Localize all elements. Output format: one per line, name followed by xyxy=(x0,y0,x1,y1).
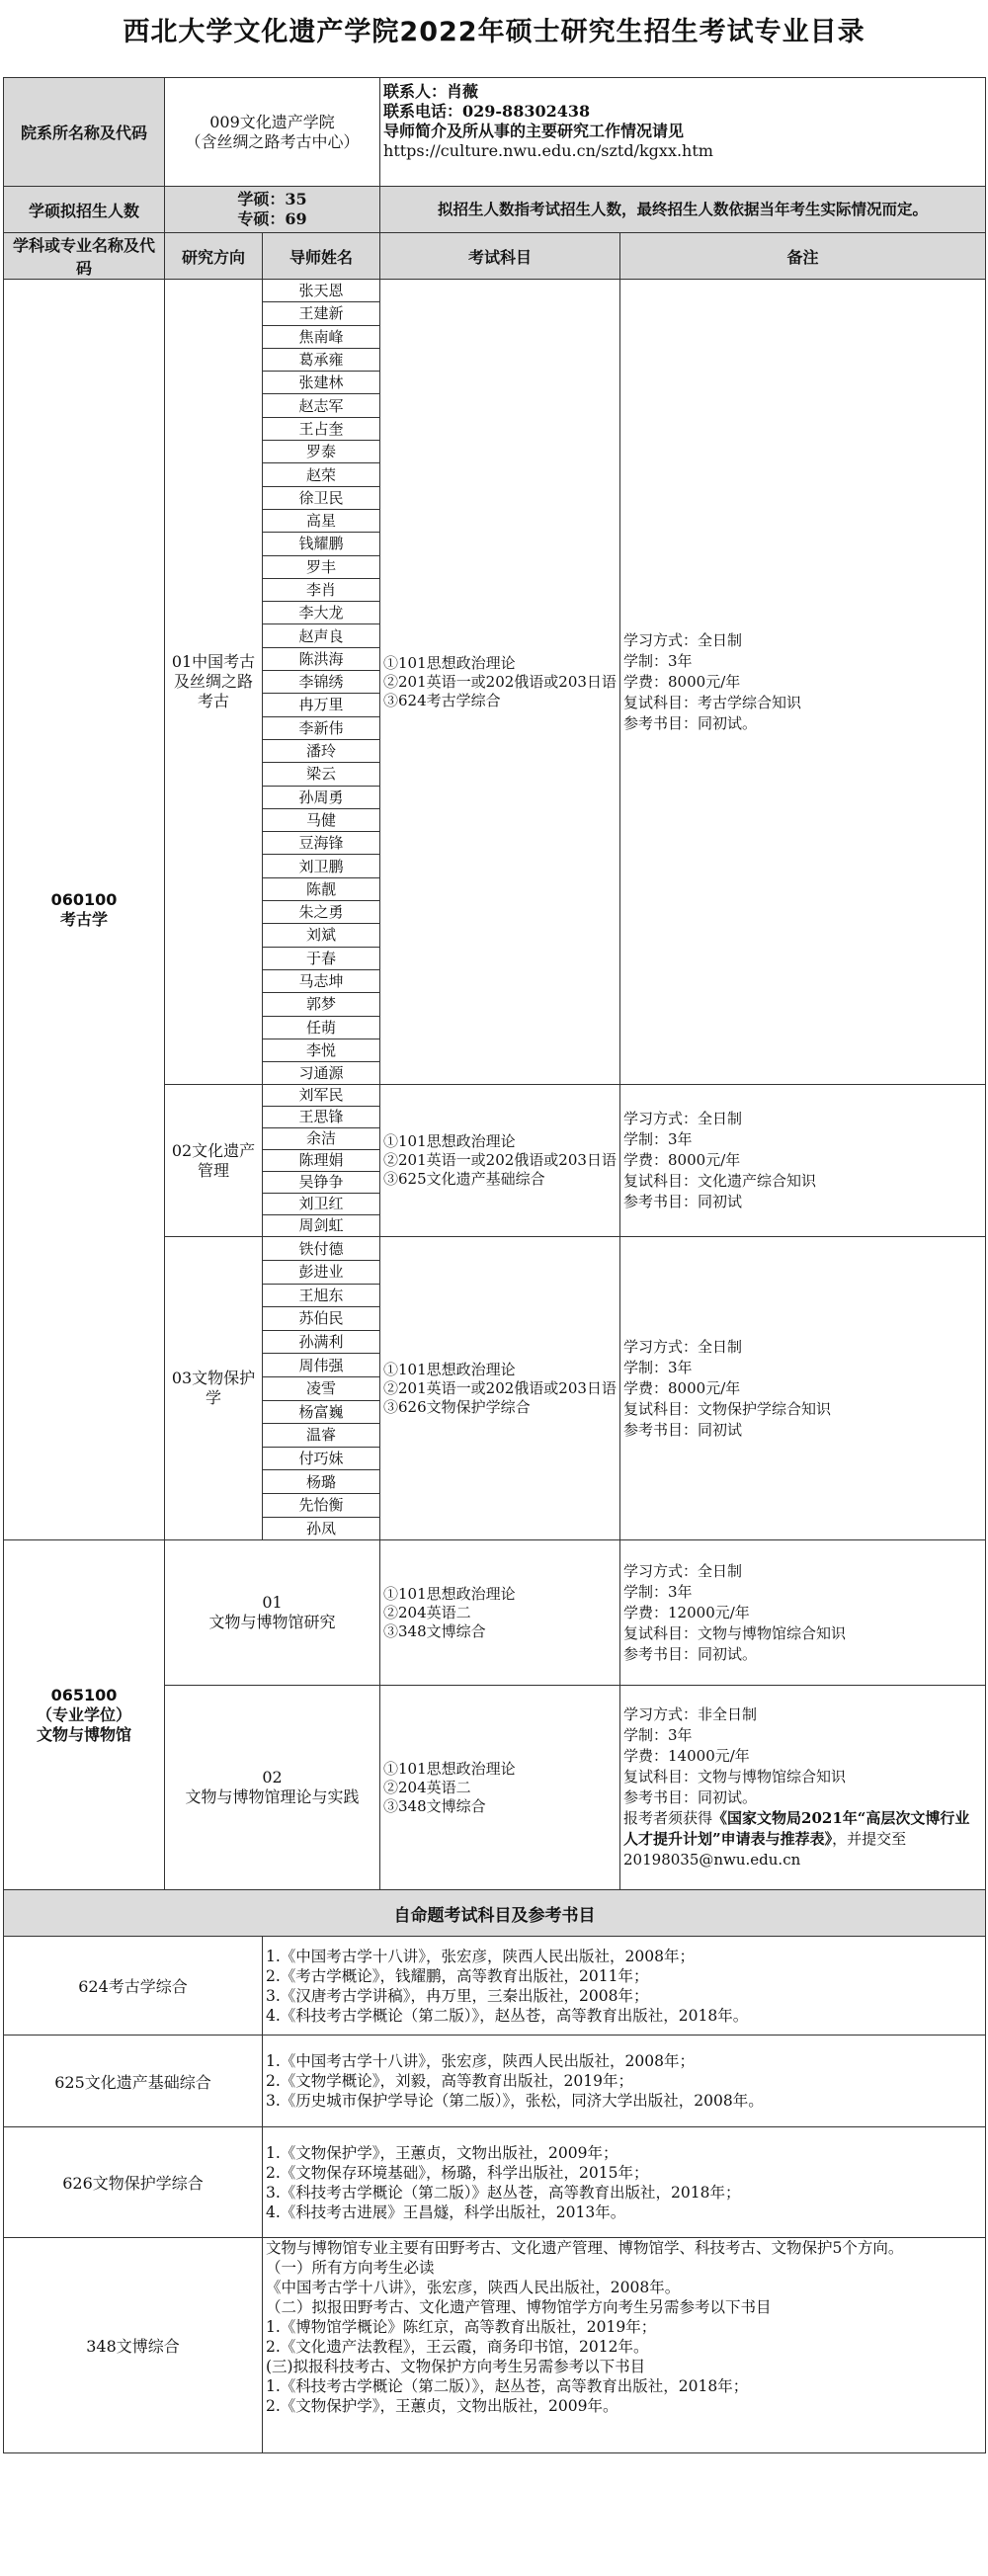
exam-cell xyxy=(380,280,620,1085)
quota-academic: 学硕：35 xyxy=(237,190,307,208)
program-name: 考古学 xyxy=(59,909,108,929)
tutor-name: 赵志军 xyxy=(263,394,380,417)
note-item: 学制：3年 xyxy=(623,1130,693,1149)
dept-name-cell xyxy=(165,78,380,187)
tutor-name: 余洁 xyxy=(263,1128,380,1150)
note-item: 学制：3年 xyxy=(623,1726,693,1745)
tutor-name: 李悦 xyxy=(263,1039,380,1061)
notes-cell xyxy=(620,1540,986,1686)
ref-item: 2.《文物保存环境基础》，杨璐，科学出版社，2015年； xyxy=(266,2163,649,2182)
subject-name: 626文物保护学综合 xyxy=(4,2127,263,2238)
ref-item: 3.《历史城市保护学导论（第二版）》，张松，同济大学出版社，2008年。 xyxy=(266,2092,764,2111)
exam-item: ②201英语一或202俄语或203日语 xyxy=(383,1151,617,1170)
note-item: 学制：3年 xyxy=(623,1582,693,1601)
ref-item: 1.《文物保护学》，王蕙贞，文物出版社，2009年； xyxy=(266,2143,618,2162)
contact-note: 导师简介及所从事的主要研究工作情况请见 xyxy=(383,122,685,140)
tutor-name: 李新伟 xyxy=(263,716,380,739)
col-header-tutor: 导师姓名 xyxy=(263,233,380,280)
subject-name: 625文化遗产基础综合 xyxy=(4,2036,263,2127)
col-header-program: 学科或专业名称及代码 xyxy=(4,233,165,280)
program-name: 文物与博物馆 xyxy=(36,1724,131,1744)
exam-item: ②201英语一或202俄语或203日语 xyxy=(383,672,617,691)
note-item: 学费：8000元/年 xyxy=(623,672,741,691)
exam-item: ①101思想政治理论 xyxy=(383,653,516,672)
note-item: 复试科目：文物与博物馆综合知识 xyxy=(623,1768,847,1787)
tutor-name: 彭进业 xyxy=(263,1260,380,1284)
tutor-name: 张天恩 xyxy=(263,280,380,302)
tutor-name: 刘卫鹏 xyxy=(263,855,380,877)
tutor-name: 陈理娟 xyxy=(263,1150,380,1172)
page-title: 西北大学文化遗产学院2022年硕士研究生招生考试专业目录 xyxy=(123,17,865,47)
tutor-name: 潘玲 xyxy=(263,739,380,762)
tutor-name: 铁付德 xyxy=(263,1237,380,1261)
direction-code: 01 xyxy=(262,1593,283,1613)
tutor-name: 陈靓 xyxy=(263,877,380,900)
tutor-name: 张建林 xyxy=(263,372,380,394)
note-item: 学制：3年 xyxy=(623,1358,693,1376)
tutor-name: 于春 xyxy=(263,947,380,969)
tutor-name: 朱之勇 xyxy=(263,901,380,924)
direction-name: 03文物保护学 xyxy=(171,1369,256,1408)
exam-item: ②201英语一或202俄语或203日语③626文物保护学综合 xyxy=(383,1378,617,1416)
direction-name: 文物与博物馆研究 xyxy=(208,1613,336,1632)
program-museum xyxy=(4,1540,165,1890)
tutor-name: 孙周勇 xyxy=(263,786,380,808)
tutor-name: 李肖 xyxy=(263,578,380,601)
exam-item: ①101思想政治理论 xyxy=(383,1759,516,1778)
tutor-name: 王建新 xyxy=(263,302,380,325)
exam-item: ②204英语二 xyxy=(383,1603,471,1621)
tutor-name: 焦南峰 xyxy=(263,325,380,348)
note-item: 学习方式：全日制 xyxy=(623,1337,743,1356)
tutor-name: 郭梦 xyxy=(263,993,380,1016)
exam-item: ③625文化遗产基础综合 xyxy=(383,1170,545,1189)
ref-item: （二）拟报田野考古、文化遗产管理、博物馆学方向考生另需参考以下书目 xyxy=(266,2298,772,2317)
special-pre: 报考者须获得 xyxy=(623,1809,713,1828)
tutor-name: 孙凤 xyxy=(263,1517,380,1540)
subject-refs xyxy=(263,2127,986,2238)
tutor-name: 王思锋 xyxy=(263,1107,380,1128)
ref-item: 1.《博物馆学概论》陈红京，高等教育出版社，2019年； xyxy=(266,2318,657,2337)
note-item: 学制：3年 xyxy=(623,651,693,670)
note-item: 学习方式：全日制 xyxy=(623,1110,743,1128)
ref-item: （一）所有方向考生必读 xyxy=(266,2259,435,2278)
col-header-notes: 备注 xyxy=(620,233,986,280)
note-item: 学习方式：全日制 xyxy=(623,630,743,649)
note-item: 复试科目：考古学综合知识 xyxy=(623,693,802,711)
tutor-name: 先怡衡 xyxy=(263,1493,380,1517)
special-post: ，并提交至20198035@nwu.edu.cn xyxy=(623,1830,907,1870)
col-header-direction: 研究方向 xyxy=(165,233,263,280)
tutor-name: 高星 xyxy=(263,509,380,532)
tutor-name: 刘卫红 xyxy=(263,1194,380,1215)
ref-item: 1.《中国考古学十八讲》，张宏彦，陕西人民出版社，2008年； xyxy=(266,2052,695,2071)
quota-values xyxy=(165,187,380,233)
program-code: 060100 xyxy=(50,889,118,909)
ref-item: 1.《中国考古学十八讲》，张宏彦，陕西人民出版社，2008年； xyxy=(266,1947,695,1965)
ref-item: (三)拟报科技考古、文物保护方向考生另需参考以下书目 xyxy=(266,2358,646,2376)
tutor-name: 马志坤 xyxy=(263,969,380,992)
tutor-name: 习通源 xyxy=(263,1062,380,1085)
quota-professional: 专硕：69 xyxy=(237,209,307,228)
tutor-name: 周剑虹 xyxy=(263,1215,380,1237)
notes-cell xyxy=(620,1085,986,1237)
ref-item: 2.《文物保护学》，王蕙贞，文物出版社，2009年。 xyxy=(266,2397,618,2416)
tutor-name: 王占奎 xyxy=(263,417,380,440)
tutor-name: 孙满利 xyxy=(263,1330,380,1354)
tutor-name: 豆海锋 xyxy=(263,832,380,855)
note-item: 学费：8000元/年 xyxy=(623,1151,741,1170)
exam-item: ①101思想政治理论 xyxy=(383,1584,516,1603)
tutor-name: 吴铮争 xyxy=(263,1172,380,1194)
program-type: （专业学位） xyxy=(36,1704,131,1724)
tutor-name: 凌雪 xyxy=(263,1376,380,1400)
direction-cell xyxy=(165,1085,263,1237)
note-item: 复试科目：文物与博物馆综合知识 xyxy=(623,1623,847,1642)
tutor-name: 周伟强 xyxy=(263,1354,380,1377)
tutor-name: 李锦绣 xyxy=(263,671,380,694)
ref-item: 1.《科技考古学概论（第二版）》，赵丛苍，高等教育出版社，2018年； xyxy=(266,2377,749,2396)
exam-cell xyxy=(380,1686,620,1890)
tutor-name: 杨富巍 xyxy=(263,1400,380,1424)
note-item: 学习方式：非全日制 xyxy=(623,1705,758,1724)
tutor-name: 李大龙 xyxy=(263,602,380,624)
note-item: 学费：14000元/年 xyxy=(623,1747,750,1766)
direction-cell xyxy=(165,1540,380,1686)
direction-cell xyxy=(165,1237,263,1540)
subject-refs xyxy=(263,2036,986,2127)
note-item: 复试科目：文化遗产综合知识 xyxy=(623,1172,817,1191)
tutor-name: 罗丰 xyxy=(263,555,380,578)
exam-item: ③348文博综合 xyxy=(383,1621,486,1640)
quota-label: 学硕拟招生人数 xyxy=(4,187,165,233)
exam-item: ③348文博综合 xyxy=(383,1796,486,1815)
tutor-name: 罗泰 xyxy=(263,441,380,463)
exam-item: ①101思想政治理论 xyxy=(383,1360,516,1378)
note-item: 复试科目：文物保护学综合知识 xyxy=(623,1399,832,1418)
ref-item: 2.《文化遗产法教程》，王云霞，商务印书馆，2012年。 xyxy=(266,2338,649,2357)
tutor-name: 任萌 xyxy=(263,1016,380,1039)
direction-cell xyxy=(165,1686,380,1890)
ref-item: 《中国考古学十八讲》，张宏彦，陕西人民出版社，2008年。 xyxy=(266,2279,681,2297)
note-item: 学费：8000元/年 xyxy=(623,1378,741,1397)
tutor-name: 刘军民 xyxy=(263,1085,380,1107)
contact-cell xyxy=(380,78,986,187)
dept-label: 院系所名称及代码 xyxy=(4,78,165,187)
program-archaeology xyxy=(4,280,165,1540)
note-item: 参考书目：同初试。 xyxy=(623,713,758,732)
direction-name: 02文化遗产管理 xyxy=(171,1140,256,1180)
contact-person: 联系人：肖薇 xyxy=(383,82,479,101)
tutor-name: 付巧妹 xyxy=(263,1447,380,1470)
tutor-name: 赵声良 xyxy=(263,624,380,647)
tutor-name: 温睿 xyxy=(263,1424,380,1448)
ref-item: 3.《汉唐考古学讲稿》，冉万里，三秦出版社，2008年； xyxy=(266,1986,649,2005)
tutor-name: 马健 xyxy=(263,808,380,831)
note-item: 参考书目：同初试 xyxy=(623,1193,743,1211)
note-item: 学费：12000元/年 xyxy=(623,1603,750,1621)
contact-phone: 联系电话：029-88302438 xyxy=(383,102,591,121)
tutor-name: 陈洪海 xyxy=(263,647,380,670)
direction-code: 02 xyxy=(262,1768,283,1787)
self-exam-section-title: 自命题考试科目及参考书目 xyxy=(4,1890,986,1937)
subject-name: 348文博综合 xyxy=(4,2238,263,2453)
contact-url[interactable]: https://culture.nwu.edu.cn/sztd/kgxx.htm xyxy=(383,141,713,160)
notes-cell xyxy=(620,1237,986,1540)
dept-sub: （含丝绸之路考古中心） xyxy=(185,131,360,151)
ref-item: 4.《科技考古学概论（第二版）》，赵丛苍，高等教育出版社，2018年。 xyxy=(266,2006,749,2025)
subject-name: 624考古学综合 xyxy=(4,1937,263,2036)
col-header-exams: 考试科目 xyxy=(380,233,620,280)
exam-item: ①101思想政治理论 xyxy=(383,1132,516,1151)
direction-name: 01中国考古及丝绸之路考古 xyxy=(171,652,256,711)
tutor-name: 葛承雍 xyxy=(263,348,380,371)
subject-refs xyxy=(263,1937,986,2036)
exam-item: ②204英语二 xyxy=(383,1778,471,1796)
special-bold: 《国家文物局2021年“高层次文博行业人才提升计划”申请表与推荐表》 xyxy=(623,1809,970,1849)
notes-cell xyxy=(620,1686,986,1890)
note-item: 参考书目：同初试 xyxy=(623,1420,743,1439)
tutor-name: 徐卫民 xyxy=(263,486,380,509)
exam-item: ③624考古学综合 xyxy=(383,691,501,709)
program-code: 065100 xyxy=(50,1685,118,1704)
ref-item: 2.《文物学概论》，刘毅，高等教育出版社，2019年； xyxy=(266,2072,633,2091)
catalog-table xyxy=(3,77,986,2453)
special-requirement xyxy=(623,1808,982,1870)
tutor-name: 梁云 xyxy=(263,763,380,786)
note-item: 参考书目：同初试。 xyxy=(623,1644,758,1663)
direction-cell xyxy=(165,280,263,1085)
exam-cell xyxy=(380,1540,620,1686)
tutor-name: 刘斌 xyxy=(263,924,380,947)
exam-cell xyxy=(380,1237,620,1540)
exam-cell xyxy=(380,1085,620,1237)
tutor-name: 赵荣 xyxy=(263,463,380,486)
note-item: 参考书目：同初试。 xyxy=(623,1788,758,1807)
ref-item: 2.《考古学概论》，钱耀鹏，高等教育出版社，2011年； xyxy=(266,1966,649,1985)
dept-name: 009文化遗产学院 xyxy=(209,112,335,131)
ref-item: 文物与博物馆专业主要有田野考古、文化遗产管理、博物馆学、科技考古、文物保护5个方向。 xyxy=(266,2239,904,2258)
ref-item: 4.《科技考古进展》王昌燧，科学出版社，2013年。 xyxy=(266,2202,626,2221)
tutor-name: 钱耀鹏 xyxy=(263,533,380,555)
tutor-name: 王旭东 xyxy=(263,1284,380,1307)
note-item: 学习方式：全日制 xyxy=(623,1561,743,1580)
tutor-name: 苏伯民 xyxy=(263,1307,380,1331)
ref-item: 3.《科技考古学概论（第二版）》赵丛苍，高等教育出版社，2018年； xyxy=(266,2183,741,2202)
notes-cell xyxy=(620,280,986,1085)
tutor-name: 冉万里 xyxy=(263,694,380,716)
direction-name: 文物与博物馆理论与实践 xyxy=(185,1787,360,1807)
tutor-name: 杨璐 xyxy=(263,1470,380,1494)
subject-refs xyxy=(263,2238,986,2453)
quota-note: 拟招生人数指考试招生人数，最终招生人数依据当年考生实际情况而定。 xyxy=(380,187,986,233)
